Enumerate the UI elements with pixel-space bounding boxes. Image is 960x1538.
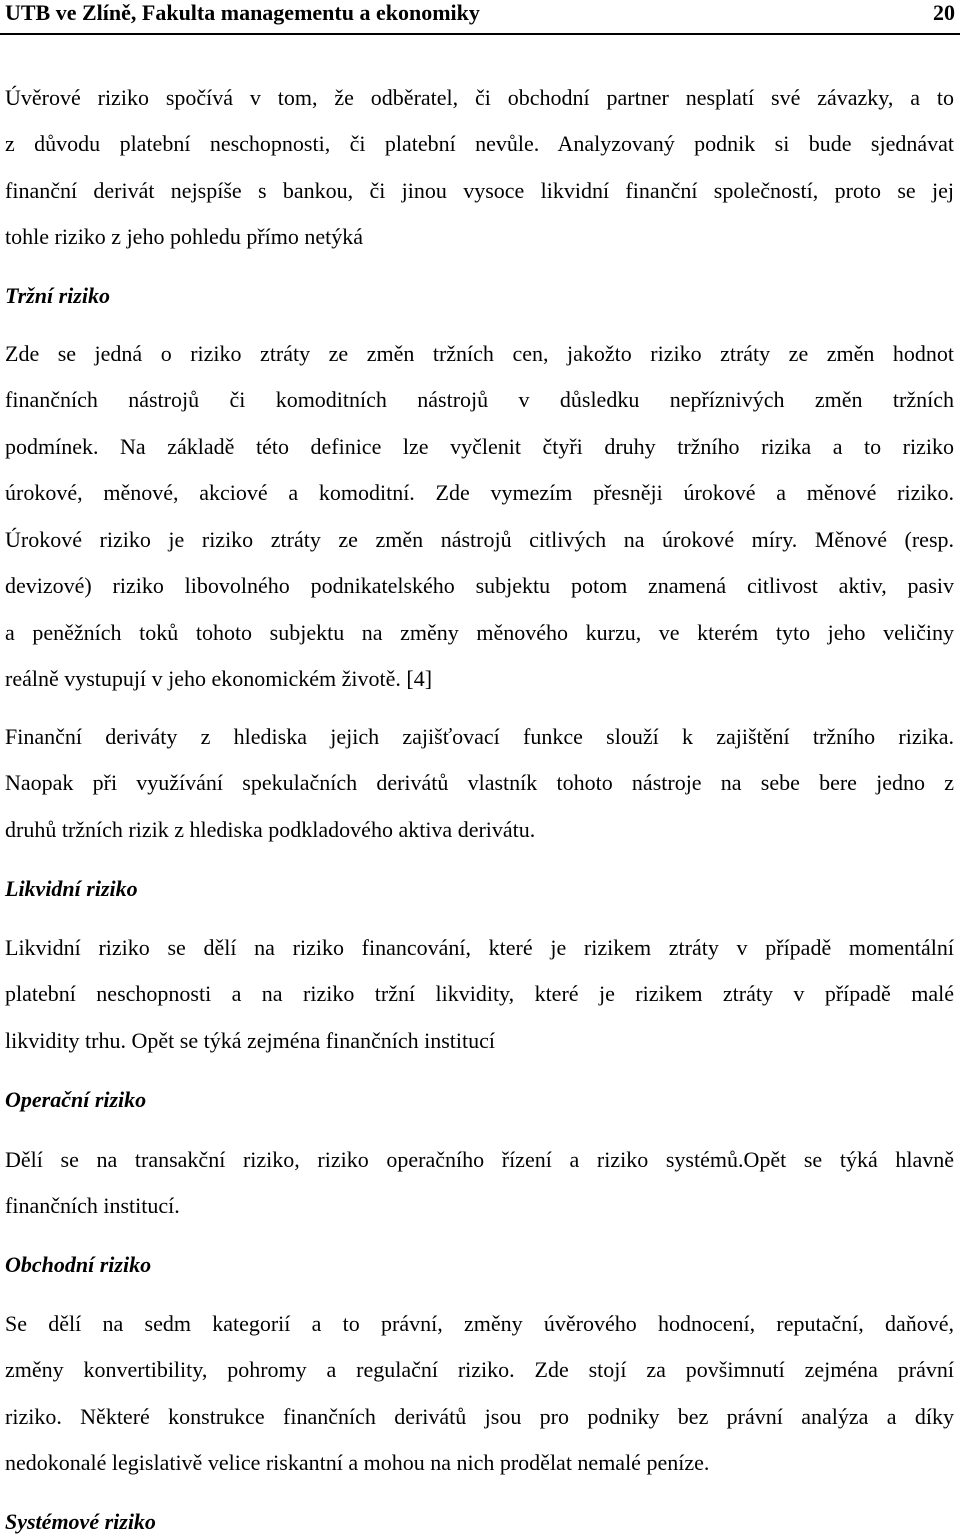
text-line: Likvidní riziko se dělí na riziko financování, které je rizikem ztráty v případě momentální	[5, 935, 954, 960]
header-rule	[0, 33, 960, 35]
text-line: finančních institucí.	[5, 1193, 180, 1218]
heading-operacni-riziko: Operační riziko	[5, 1087, 147, 1112]
text-line: Zde se jedná o riziko ztráty ze změn tržních cen, jakožto riziko ztráty ze změn hodnot	[5, 341, 954, 366]
text-line: platební neschopnosti a na riziko tržní likvidity, které je rizikem ztráty v případě malé	[5, 981, 954, 1006]
text-line: tohle riziko z jeho pohledu přímo netýká	[5, 224, 364, 249]
text-line: Finanční deriváty z hlediska jejich zajišťovací funkce slouží k zajištění tržního rizika.	[5, 724, 954, 749]
text-line: reálně vystupují v jeho ekonomickém životě. [4]	[5, 666, 433, 691]
text-line: Úvěrové riziko spočívá v tom, že odběratel, či obchodní partner nesplatí své závazky, a to	[5, 85, 954, 110]
header-title: UTB ve Zlíně, Fakulta managementu a ekonomiky	[5, 0, 480, 25]
text-line: druhů tržních rizik z hlediska podkladového aktiva derivátu.	[5, 817, 536, 842]
text-line: Dělí se na transakční riziko, riziko operačního řízení a riziko systémů.Opět se týká hlavně	[5, 1147, 954, 1172]
text-line: Úrokové riziko je riziko ztráty ze změn nástrojů citlivých na úrokové míry. Měnové (resp.	[5, 527, 954, 552]
text-line: změny konvertibility, pohromy a regulační riziko. Zde stojí za povšimnutí zejména právní	[5, 1357, 954, 1382]
text-line: likvidity trhu. Opět se týká zejména finančních institucí	[5, 1028, 495, 1053]
text-line: Naopak při využívání spekulačních derivátů vlastník tohoto nástroje na sebe bere jedno z	[5, 770, 954, 795]
text-line: finanční derivát nejspíše s bankou, či jinou vysoce likvidní finanční společností, proto se jej	[5, 178, 954, 203]
text-line: nedokonalé legislativě velice riskantní a mohou na nich prodělat nemalé peníze.	[5, 1450, 710, 1475]
heading-systemove-riziko: Systémové riziko	[5, 1509, 156, 1534]
text-line: úrokové, měnové, akciové a komoditní. Zde vymezím přesněji úrokové a měnové riziko.	[5, 480, 954, 505]
page-number: 20	[933, 0, 955, 25]
text-line: finančních nástrojů či komoditních nástrojů v důsledku nepříznivých změn tržních	[5, 387, 954, 412]
text-line: devizové) riziko libovolného podnikatelského subjektu potom znamená citlivost aktiv, pasiv	[5, 573, 954, 598]
text-line: riziko. Některé konstrukce finančních derivátů jsou pro podniky bez právní analýza a díky	[5, 1404, 954, 1429]
page-header	[5, 0, 955, 30]
text-line: podmínek. Na základě této definice lze vyčlenit čtyři druhy tržního rizika a to riziko	[5, 434, 954, 459]
text-line: Se dělí na sedm kategorií a to právní, změny úvěrového hodnocení, reputační, daňové,	[5, 1311, 954, 1336]
text-line: z důvodu platební neschopnosti, či platební nevůle. Analyzovaný podnik si bude sjednávat	[5, 131, 954, 156]
heading-likvidni-riziko: Likvidní riziko	[5, 876, 138, 901]
heading-obchodni-riziko: Obchodní riziko	[5, 1252, 152, 1277]
text-line: a peněžních toků tohoto subjektu na změny měnového kurzu, ve kterém tyto jeho veličiny	[5, 620, 954, 645]
heading-trzni-riziko: Tržní riziko	[5, 283, 110, 308]
